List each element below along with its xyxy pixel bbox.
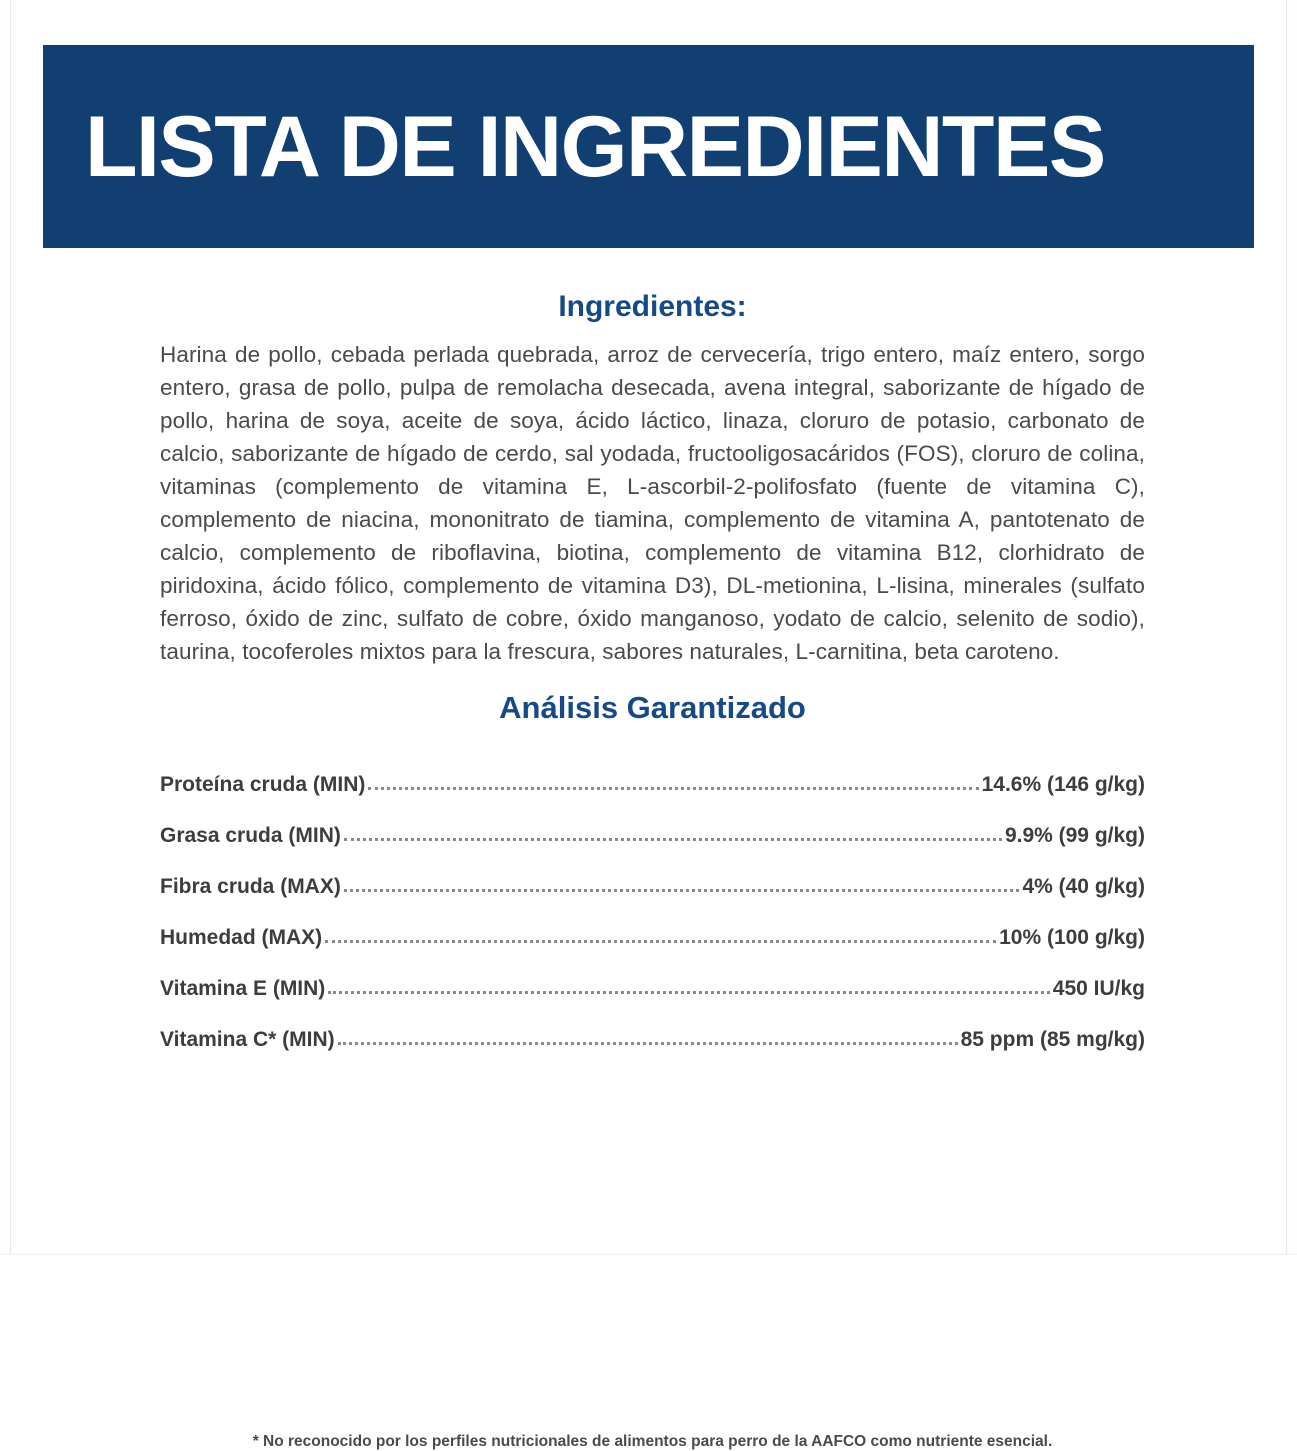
page-right-edge: [1286, 0, 1297, 1301]
leader-dots: [338, 1041, 958, 1045]
analysis-value: 4% (40 g/kg): [1022, 875, 1145, 898]
footnote: * No reconocido por los perfiles nutricionales de alimentos para perro de la AAFCO como nutriente esencial.: [252, 1433, 1053, 1450]
analysis-label: Humedad (MAX): [160, 926, 323, 949]
ingredients-text: Harina de pollo, cebada perlada quebrada, arroz de cervecería, trigo entero, maíz entero, sorgo entero, grasa de pollo, pulpa de remolacha desecada, avena integral, saborizante de hígado de pollo, harina de soya, aceite de soya, ácido láctico, linaza, cloruro de potasio, carbonato de calcio, saborizante de hígado de cerdo, sal yodada, fructooligosacáridos (FOS), cloruro de colina, vitaminas (complemento de vitamina E, L-ascorbil-2-polifosfato (fuente de vitamina C), complemento de niacina, mononitrato de tiamina, complemento de vitamina A, pantotenato de calcio, complemento de riboflavina, biotina, complemento de vitamina B12, clorhidrato de piridoxina, ácido fólico, complemento de vitamina D3), DL-metionina, L-lisina, minerales (sulfato ferroso, óxido de zinc, sulfato de cobre, óxido manganoso, yodato de calcio, selenito de sodio), taurina, tocoferoles mixtos para la frescura, sabores naturales, L-carnitina, beta caroteno.: [160, 342, 1145, 664]
page-left-edge: [0, 0, 11, 1301]
analysis-label: Grasa cruda (MIN): [160, 824, 341, 847]
guaranteed-analysis-table: [160, 746, 1145, 1052]
leader-dots: [344, 837, 1002, 841]
analysis-value: 10% (100 g/kg): [999, 926, 1145, 949]
page-bottom-edge: [0, 1254, 1297, 1301]
table-row: [160, 950, 1145, 1001]
page-title: LISTA DE INGREDIENTES: [85, 98, 1105, 195]
title-banner: [43, 45, 1254, 248]
ingredients-heading: Ingredientes:: [558, 290, 747, 323]
leader-dots: [325, 939, 996, 943]
leader-dots: [368, 786, 978, 790]
analysis-value: 14.6% (146 g/kg): [981, 773, 1145, 796]
analysis-label: Vitamina C* (MIN): [160, 1028, 335, 1051]
table-row: [160, 1001, 1145, 1052]
leader-dots: [328, 990, 1049, 994]
table-row: [160, 848, 1145, 899]
analysis-label: Vitamina E (MIN): [160, 977, 326, 1000]
leader-dots: [344, 888, 1020, 892]
analysis-label: Fibra cruda (MAX): [160, 875, 341, 898]
guaranteed-analysis-heading: Análisis Garantizado: [499, 690, 806, 725]
table-row: [160, 797, 1145, 848]
analysis-label: Proteína cruda (MIN): [160, 773, 366, 796]
analysis-value: 450 IU/kg: [1052, 977, 1145, 1000]
label-content: [160, 290, 1145, 1450]
analysis-value: 9.9% (99 g/kg): [1004, 824, 1145, 847]
table-row: [160, 899, 1145, 950]
analysis-value: 85 ppm (85 mg/kg): [960, 1028, 1145, 1051]
table-row: [160, 746, 1145, 797]
